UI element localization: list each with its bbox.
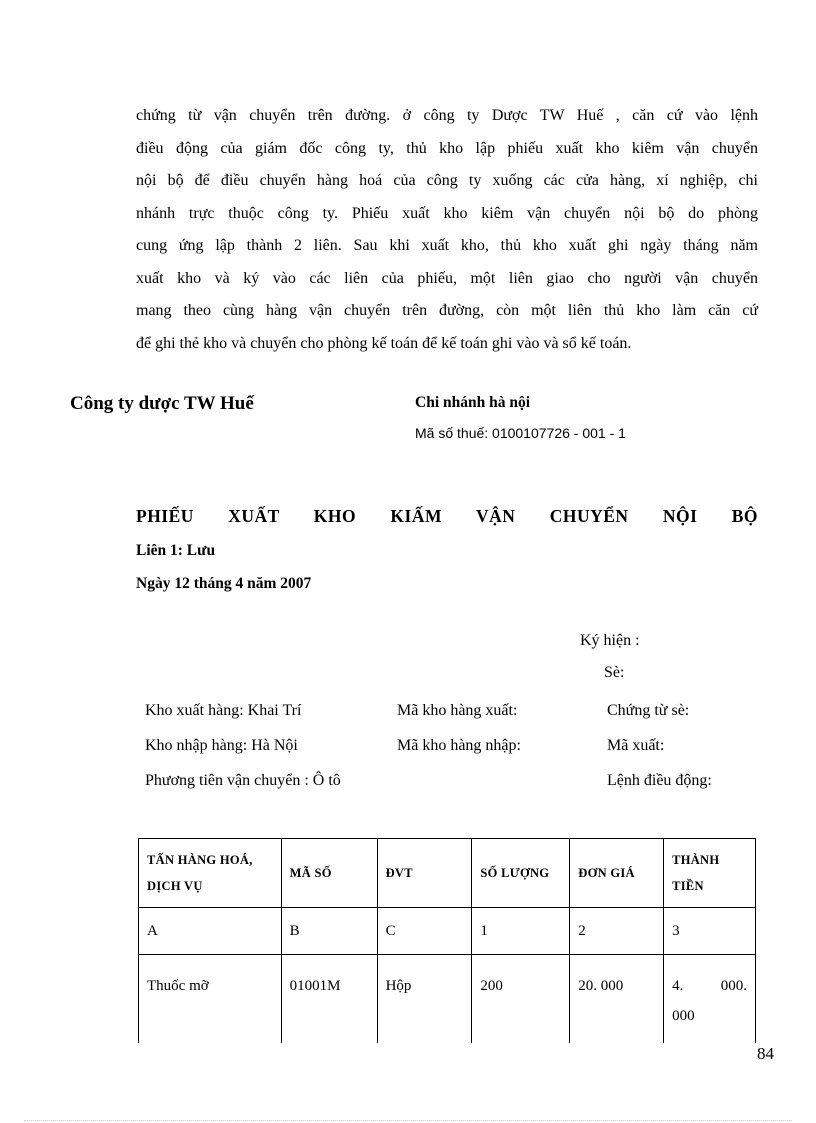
export-code-field: Mã kho hàng xuất: xyxy=(397,702,518,719)
export-number-field: Mã xuất: xyxy=(607,737,665,754)
item-price-cell: 20. 000 xyxy=(570,955,664,1044)
paragraph-line: xuất kho và ký vào các liên của phiếu, một liên giao cho người vận chuyển xyxy=(136,269,758,287)
copy-label: Liên 1: Lưu xyxy=(136,542,216,559)
item-code-cell: 01001M xyxy=(281,955,377,1044)
import-code-field: Mã kho hàng nhập: xyxy=(397,737,521,754)
serial-label: Sè: xyxy=(604,664,625,681)
header-unit-price: ĐƠN GIÁ xyxy=(570,839,664,908)
item-quantity-cell: 200 xyxy=(472,955,570,1044)
page-bottom-divider xyxy=(24,1120,792,1121)
code-cell: 3 xyxy=(664,908,756,955)
company-name: Công ty dược TW Huế xyxy=(70,393,254,414)
body-paragraph xyxy=(136,100,758,360)
header-code: MÃ SỐ xyxy=(281,839,377,908)
export-warehouse-field: Kho xuất hàng: Khai Trí xyxy=(145,702,302,719)
item-unit-cell: Hộp xyxy=(377,955,472,1044)
header-amount: THÀNH TIỀN xyxy=(664,839,756,908)
page-number: 84 xyxy=(757,1044,774,1063)
goods-table xyxy=(138,838,756,1043)
voucher-number-field: Chứng từ sè: xyxy=(607,702,690,719)
item-amount-cell xyxy=(664,955,756,1044)
code-cell: A xyxy=(139,908,282,955)
amount-line-2: 000 xyxy=(672,1008,695,1024)
branch-name: Chi nhánh hà nội xyxy=(415,394,531,411)
paragraph-line: mang theo cùng hàng vận chuyển trên đường, còn một liên thủ kho làm căn cứ xyxy=(136,302,758,319)
header-unit: ĐVT xyxy=(377,839,472,908)
item-name-cell: Thuốc mỡ xyxy=(139,955,282,1044)
table-header-row xyxy=(139,839,756,908)
header-quantity: SỐ LƯỢNG xyxy=(472,839,570,908)
header-goods-name: TẤN HÀNG HOÁ, DỊCH VỤ xyxy=(139,839,282,908)
table-code-row xyxy=(139,908,756,955)
paragraph-line: cung ứng lập thành 2 liên. Sau khi xuất kho, thủ kho xuất ghi ngày tháng năm xyxy=(136,237,758,254)
transport-field: Phương tiên vận chuyển : Ô tô xyxy=(145,772,341,789)
code-cell: 2 xyxy=(570,908,664,955)
code-cell: B xyxy=(281,908,377,955)
paragraph-line: nội bộ để điều chuyển hàng hoá của công ty xuống các cửa hàng, xí nghiệp, chi xyxy=(136,172,758,189)
form-date: Ngày 12 tháng 4 năm 2007 xyxy=(136,575,312,592)
paragraph-line: nhánh trực thuộc công ty. Phiếu xuất kho kiêm vận chuyển nội bộ do phòng xyxy=(136,204,758,222)
table-row xyxy=(139,955,756,1044)
code-cell: 1 xyxy=(472,908,570,955)
import-warehouse-field: Kho nhập hàng: Hà Nội xyxy=(145,737,298,754)
dispatch-order-field: Lệnh điều động: xyxy=(607,772,712,789)
code-cell: C xyxy=(377,908,472,955)
paragraph-line: điều động của giám đốc công ty, thủ kho lập phiếu xuất kho kiêm vận chuyển xyxy=(136,139,758,157)
tax-id: Mã số thuế: 0100107726 - 001 - 1 xyxy=(415,425,626,441)
paragraph-line: để ghi thẻ kho và chuyển cho phòng kế toán để kế toán ghi vào và sổ kế toán. xyxy=(136,334,632,352)
symbol-label: Ký hiện : xyxy=(580,632,640,649)
paragraph-line: chứng từ vận chuyển trên đường. ở công ty Dược TW Huế , căn cứ vào lệnh xyxy=(136,107,758,124)
form-title: PHIẾU XUẤT KHO KIẤM VẬN CHUYỂN NỘI BỘ xyxy=(136,506,758,526)
amount-line-1: 4. 000. xyxy=(672,978,747,994)
